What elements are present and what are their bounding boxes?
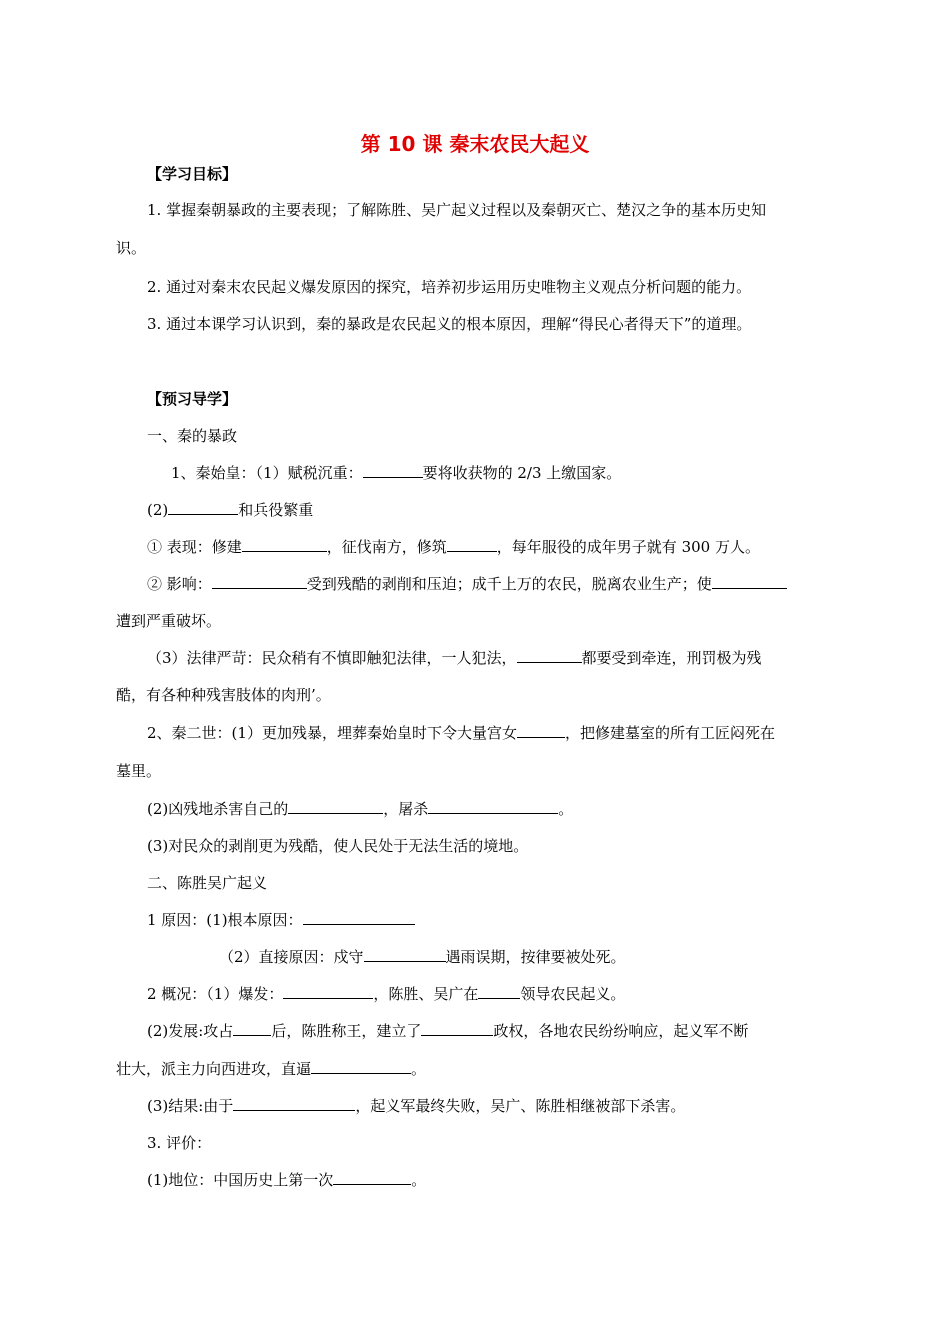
page-title: 第 10 课 秦末农民大起义 xyxy=(360,132,590,156)
blank-field[interactable] xyxy=(712,574,787,589)
line-tax: 1、秦始皇：（1）赋税沉重： 要将收获物的 2/3 上缴国家。 xyxy=(171,464,622,482)
blank-field[interactable] xyxy=(233,1021,271,1036)
blank-field[interactable] xyxy=(288,799,383,814)
line-evaluation: 3. 评价： xyxy=(147,1134,212,1152)
blank-field[interactable] xyxy=(333,1170,411,1185)
section-1-heading: 一、秦的暴政 xyxy=(147,427,238,445)
blank-field[interactable] xyxy=(311,1059,411,1074)
objectives-heading: 【学习目标】 xyxy=(147,165,238,183)
line-exploitation: (3)对民众的剥削更为残酷，使人民处于无法生活的境地。 xyxy=(147,837,529,855)
blank-field[interactable] xyxy=(364,947,446,962)
line-manifestation: ① 表现：修建 ，征伐南方，修筑 ，每年服役的成年男子就有 300 万人。 xyxy=(147,538,760,556)
line-status: (1)地位：中国历史上第一次 。 xyxy=(147,1171,427,1189)
blank-field[interactable] xyxy=(517,723,565,738)
line-impact: ② 影响： 受到残酷的剥削和压迫；成千上万的农民，脱离农业生产；使 xyxy=(147,574,787,594)
line-law-cont: 酷，有各种种残害肢体的肉刑’。 xyxy=(116,686,331,704)
blank-field[interactable] xyxy=(421,1021,493,1036)
line-development: (2)发展:攻占 后，陈胜称王，建立了 政权，各地农民纷纷响应，起义军不断 xyxy=(147,1022,749,1040)
blank-field[interactable] xyxy=(447,537,497,552)
blank-field[interactable] xyxy=(303,910,415,925)
line-qin-ershi: 2、秦二世：(1）更加残暴，埋葬秦始皇时下令大量宫女 ，把修建墓室的所有工匠闷死在 xyxy=(147,724,775,742)
blank-field[interactable] xyxy=(212,574,307,589)
line-labor: (2) 和兵役繁重 xyxy=(147,501,314,519)
line-law: （3）法律严苛：民众稍有不慎即触犯法律，一人犯法， 都要受到牵连，刑罚极为残 xyxy=(147,649,762,667)
line-impact-cont: 遭到严重破坏。 xyxy=(116,612,222,630)
blank-field[interactable] xyxy=(428,799,558,814)
objective-3: 3. 通过本课学习认识到，秦的暴政是农民起义的根本原因，理解“得民心者得天下”的道理。 xyxy=(147,315,752,333)
blank-field[interactable] xyxy=(283,984,373,999)
line-development-cont: 壮大，派主力向西进攻，直逼 。 xyxy=(116,1060,427,1078)
preview-heading: 【预习导学】 xyxy=(147,390,238,408)
blank-field[interactable] xyxy=(242,537,327,552)
line-direct-cause: （2）直接原因：戍守 遇雨误期，按律要被处死。 xyxy=(219,948,626,966)
blank-field[interactable] xyxy=(478,984,520,999)
line-root-cause: 1 原因：(1)根本原因： xyxy=(147,910,415,930)
blank-field[interactable] xyxy=(363,463,423,478)
line-result: (3)结果:由于 ，起义军最终失败，吴广、陈胜相继被部下杀害。 xyxy=(147,1097,686,1115)
line-kill: (2)凶残地杀害自己的 ，屠杀 。 xyxy=(147,800,574,818)
objective-1-cont: 识。 xyxy=(116,239,147,257)
blank-field[interactable] xyxy=(233,1096,355,1111)
line-qin-ershi-cont: 墓里。 xyxy=(116,762,162,780)
section-2-heading: 二、陈胜吴广起义 xyxy=(147,874,268,892)
line-outbreak: 2 概况：（1）爆发： ，陈胜、吴广在 领导农民起义。 xyxy=(147,985,626,1003)
objective-2: 2. 通过对秦末农民起义爆发原因的探究，培养初步运用历史唯物主义观点分析问题的能力。 xyxy=(147,278,752,296)
blank-field[interactable] xyxy=(168,500,238,515)
objective-1: 1. 掌握秦朝暴政的主要表现；了解陈胜、吴广起义过程以及秦朝灭亡、楚汉之争的基本历史知 xyxy=(147,201,767,219)
blank-field[interactable] xyxy=(517,648,582,663)
